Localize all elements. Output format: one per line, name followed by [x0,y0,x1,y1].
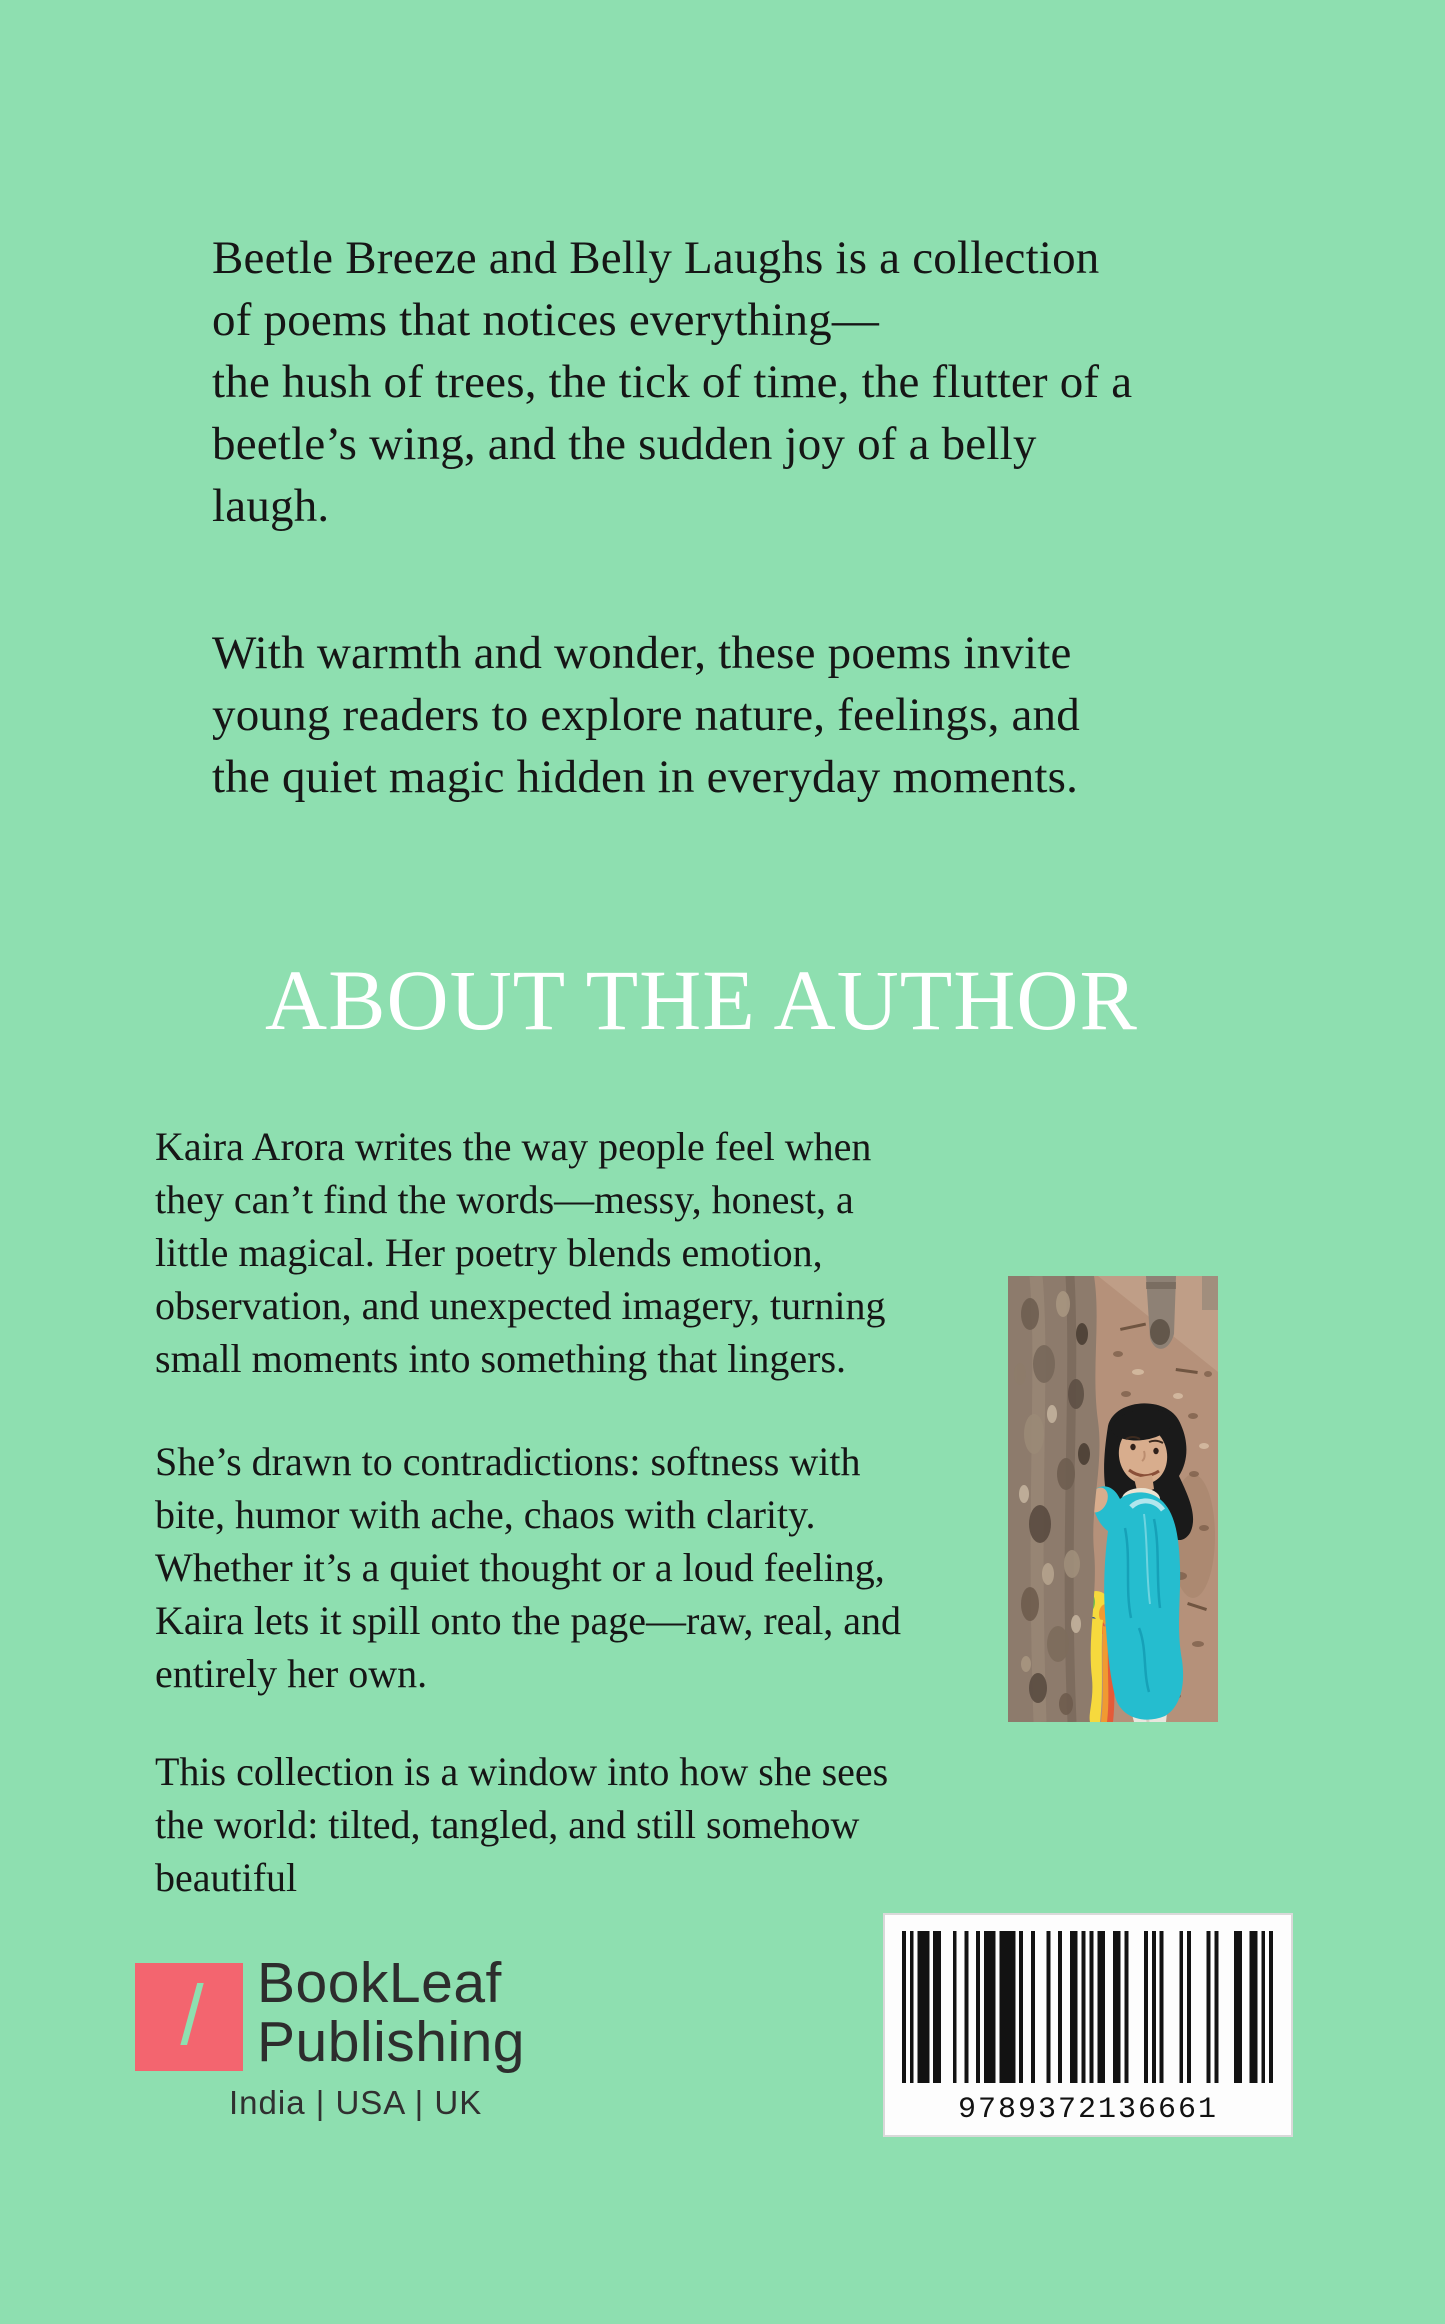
text-line: Beetle Breeze and Belly Laughs is a collection [212,232,1100,284]
text-line: beautiful [155,1855,298,1900]
text-line: She’s drawn to contradictions: softness with [155,1439,861,1484]
text-line: small moments into something that lingers. [155,1336,847,1381]
text-line: they can’t find the words—messy, honest, a [155,1177,854,1222]
publisher-name [257,1951,526,2074]
text-line: laugh. [212,480,330,532]
barcode-bars [902,1931,1273,2083]
text-line: With warmth and wonder, these poems invite [212,627,1072,679]
text-line: Whether it’s a quiet thought or a loud feeling, [155,1545,885,1590]
author-bio-paragraph-2 [155,1435,901,1700]
slash-icon: / [180,1968,204,2062]
about-the-author-heading: ABOUT THE AUTHOR [265,952,1138,1048]
isbn-number: 9789372136661 [957,2093,1219,2127]
author-bio-paragraph-1 [155,1120,886,1385]
text-line: Kaira Arora writes the way people feel when [155,1124,872,1169]
text-line: of poems that notices everything— [212,294,880,346]
text-line: the quiet magic hidden in everyday moments. [212,751,1079,803]
text-line: observation, and unexpected imagery, turning [155,1283,886,1328]
text-line: little magical. Her poetry blends emotion, [155,1230,823,1275]
text-line: Kaira lets it spill onto the page—raw, real, and [155,1598,902,1643]
bookleaf-logo-mark [135,1963,243,2071]
publisher-name-line2: Publishing [257,2010,526,2074]
text-line: bite, humor with ache, chaos with clarity. [155,1492,816,1537]
text-line: young readers to explore nature, feelings, and [212,689,1080,741]
book-blurb-paragraph-1 [212,227,1132,537]
author-photo [1008,1276,1218,1722]
text-line: the world: tilted, tangled, and still somehow [155,1802,860,1847]
book-blurb-paragraph-2 [212,622,1080,808]
author-bio-paragraph-3 [155,1745,888,1904]
text-line: entirely her own. [155,1651,428,1696]
isbn-barcode [883,1913,1293,2137]
publisher-name-line1: BookLeaf [257,1951,502,2015]
text-line: beetle’s wing, and the sudden joy of a belly [212,418,1037,470]
publisher-regions: India | USA | UK [229,2084,483,2121]
text-line: This collection is a window into how she sees [155,1749,889,1794]
text-line: the hush of trees, the tick of time, the flutter of a [212,356,1133,408]
